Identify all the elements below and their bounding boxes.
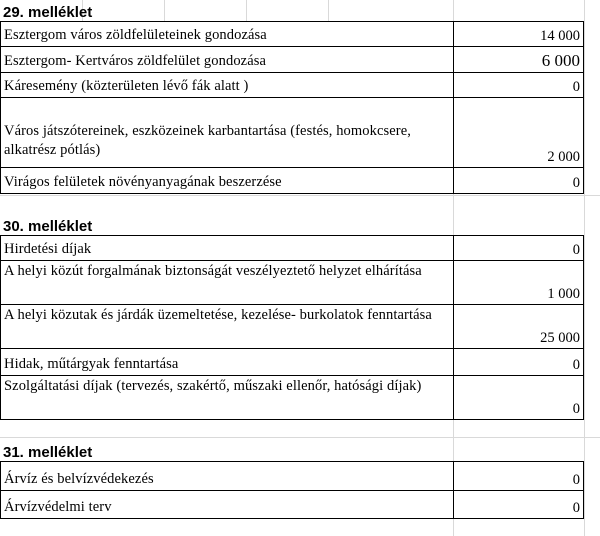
row-label: Káresemény (közterületen lévő fák alatt ) [1, 73, 454, 97]
row-label: Esztergom- Kertváros zöldfelület gondozása [1, 47, 454, 72]
row-value: 25 000 [540, 330, 580, 346]
row-label: A helyi közutak és járdák üzemeltetése, kezelése- burkolatok fenntartása [1, 305, 454, 348]
row-value: 1 000 [547, 286, 580, 302]
row-label: Város játszótereinek, eszközeinek karbantartása (festés, homokcsere, alkatrész pótlás) [1, 98, 454, 167]
row-value: 0 [572, 242, 580, 258]
row-label: Hidak, műtárgyak fenntartása [1, 349, 454, 375]
table-row[interactable] [0, 98, 584, 168]
table-row[interactable] [0, 73, 584, 98]
table-row[interactable] [0, 491, 584, 519]
row-label: Esztergom város zöldfelületeinek gondozása [1, 22, 454, 46]
section-header-29[interactable] [0, 0, 584, 22]
table-row[interactable] [0, 261, 584, 305]
section-header-31[interactable] [0, 440, 584, 462]
row-value: 0 [572, 401, 580, 417]
row-value: 14 000 [540, 28, 580, 44]
section-title: 31. melléklet [3, 444, 93, 461]
row-value: 6 000 [541, 51, 580, 70]
section-header-30[interactable] [0, 214, 584, 236]
row-value: 0 [572, 79, 580, 95]
row-value: 0 [572, 500, 580, 516]
row-value: 0 [572, 472, 580, 488]
row-label: Virágos felületek növényanyagának beszerzése [1, 168, 454, 193]
row-label: Árvíz és belvízvédekezés [1, 462, 454, 490]
table-row[interactable] [0, 462, 584, 491]
section-title: 29. melléklet [3, 4, 93, 21]
table-row[interactable] [0, 47, 584, 73]
section-title: 30. melléklet [3, 218, 93, 235]
table-row[interactable] [0, 305, 584, 349]
table-row[interactable] [0, 236, 584, 261]
table-row[interactable] [0, 349, 584, 376]
row-label: Hirdetési díjak [1, 236, 454, 260]
row-label: Szolgáltatási díjak (tervezés, szakértő, műszaki ellenőr, hatósági díjak) [1, 376, 454, 419]
table-row[interactable] [0, 22, 584, 47]
table-row[interactable] [0, 168, 584, 194]
row-value: 0 [572, 357, 580, 373]
table-row[interactable] [0, 376, 584, 420]
row-value: 2 000 [547, 149, 580, 165]
row-label: Árvízvédelmi terv [1, 491, 454, 518]
row-value: 0 [572, 175, 580, 191]
row-label: A helyi közút forgalmának biztonságát veszélyeztető helyzet elhárítása [1, 261, 454, 304]
